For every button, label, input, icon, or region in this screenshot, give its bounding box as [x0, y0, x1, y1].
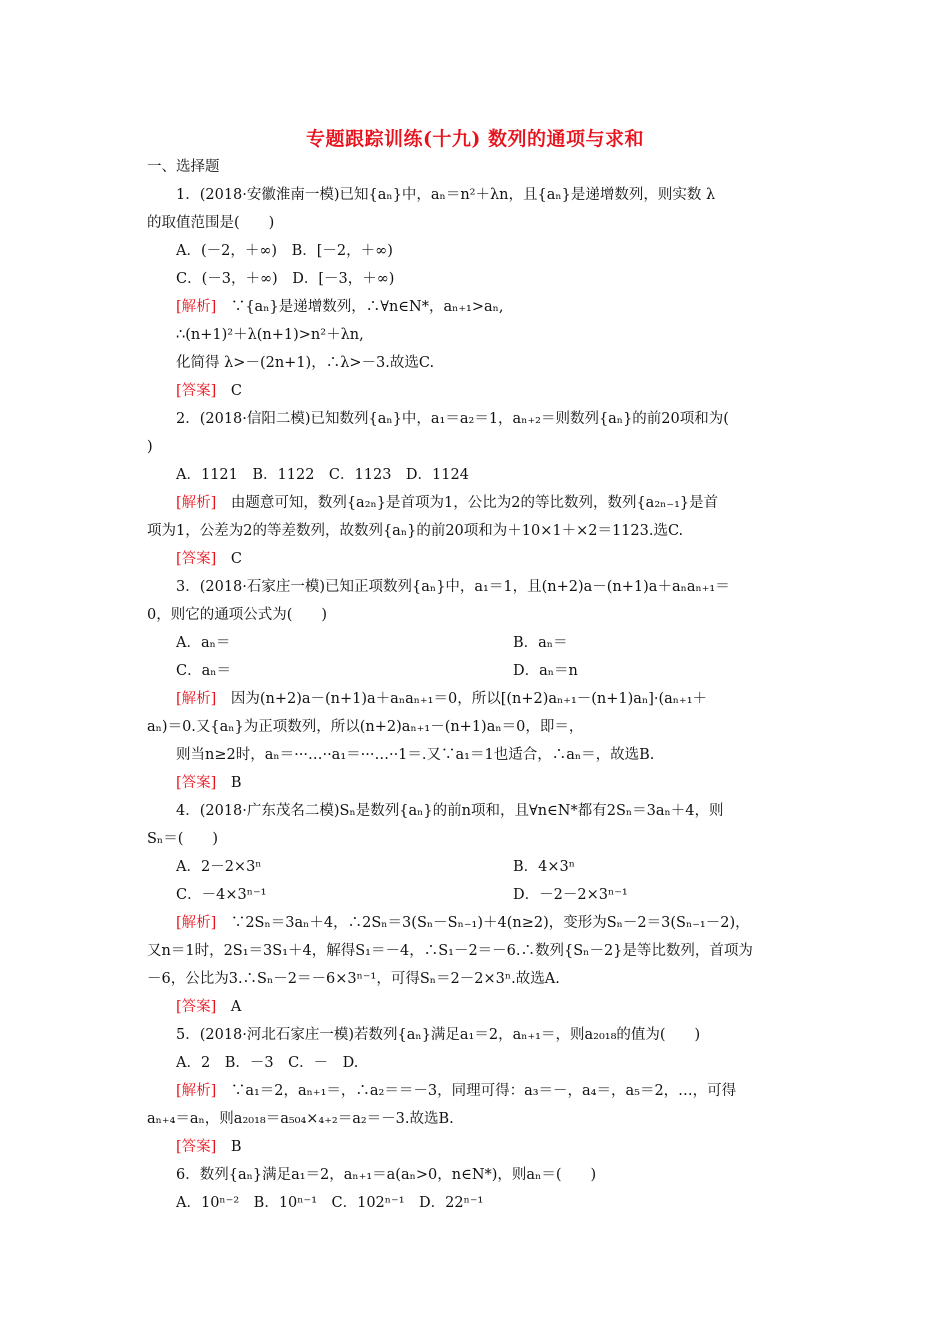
answer-value: C	[230, 383, 242, 399]
page-title: 专题跟踪训练(十九) 数列的通项与求和	[305, 128, 645, 150]
answer-tag: [答案]	[176, 383, 217, 399]
question-1-options-cd: C．(－3，＋∞) D．[－3，＋∞)	[176, 271, 395, 287]
answer-tag: [答案]	[176, 999, 217, 1015]
answer-value: B	[230, 1139, 242, 1155]
question-5-stem: 5．(2018·河北石家庄一模)若数列{aₙ}满足a₁＝2，aₙ₊₁＝，则a₂₀₁₈的值为( )	[176, 1027, 701, 1043]
question-4-analysis-line-2: 又n＝1时，2S₁＝3S₁＋4，解得S₁＝－4，∴S₁－2＝－6.∴数列{Sₙ－2}是等比数列，首项为	[147, 943, 753, 959]
question-3-stem-cont: 0，则它的通项公式为( )	[147, 607, 328, 623]
question-5-answer	[176, 1137, 241, 1157]
question-1-options-ab: A．(－2，＋∞) B．[－2，＋∞)	[176, 243, 393, 259]
question-2-answer	[176, 549, 242, 569]
analysis-tag: [解析]	[176, 691, 217, 707]
question-1-analysis	[176, 297, 504, 317]
question-3-analysis	[176, 689, 707, 709]
answer-tag: [答案]	[176, 1139, 217, 1155]
analysis-text: 因为(n+2)a－(n+1)a＋aₙaₙ₊₁＝0，所以[(n+2)aₙ₊₁－(n+1)aₙ]·(aₙ₊₁＋	[230, 691, 708, 707]
question-3-analysis-line-2: aₙ)＝0.又{aₙ}为正项数列，所以(n+2)aₙ₊₁－(n+1)aₙ＝0，即＝，	[147, 719, 584, 735]
question-3-option-c: C．aₙ＝	[176, 663, 232, 679]
answer-tag: [答案]	[176, 775, 217, 791]
question-1-stem: 1．(2018·安徽淮南一模)已知{aₙ}中，aₙ＝n²＋λn，且{aₙ}是递增数列，则实数 λ	[176, 187, 716, 203]
question-5-analysis-line-2: aₙ₊₄＝aₙ，则a₂₀₁₈＝a₅₀₄×₄₊₂＝a₂＝－3.故选B.	[147, 1111, 454, 1127]
question-5-analysis	[176, 1081, 736, 1101]
analysis-text: ∵2Sₙ＝3aₙ＋4，∴2Sₙ＝3(Sₙ－Sₙ₋₁)＋4(n≥2)，变形为Sₙ－2＝3(Sₙ₋₁－2)，	[230, 915, 750, 931]
question-4-option-b: B．4×3ⁿ	[513, 859, 576, 875]
question-1-answer	[176, 381, 242, 401]
question-3-analysis-line-3: 则当n≥2时，aₙ＝···…··a₁＝···…··1＝.又∵a₁＝1也适合，∴aₙ＝，故选B.	[176, 747, 655, 763]
question-1-stem-cont: 的取值范围是( )	[147, 215, 275, 231]
question-4-stem-cont: Sₙ＝( )	[147, 831, 219, 847]
question-4-option-a: A．2－2×3ⁿ	[176, 859, 262, 875]
answer-value: C	[230, 551, 242, 567]
question-2-analysis	[176, 493, 718, 513]
question-1-analysis-line-3: 化简得 λ>－(2n+1)，∴λ>－3.故选C.	[176, 355, 435, 371]
answer-tag: [答案]	[176, 551, 217, 567]
question-4-analysis-line-3: －6，公比为3.∴Sₙ－2＝－6×3ⁿ⁻¹，可得Sₙ＝2－2×3ⁿ.故选A.	[147, 971, 560, 987]
analysis-text: ∵a₁＝2，aₙ₊₁＝，∴a₂＝＝－3，同理可得：a₃＝－，a₄＝，a₅＝2，…，可得	[230, 1083, 737, 1099]
question-2-stem: 2．(2018·信阳二模)已知数列{aₙ}中，a₁＝a₂＝1，aₙ₊₂＝则数列{aₙ}的前20项和为(	[176, 411, 729, 427]
question-2-stem-cont: )	[147, 439, 153, 455]
analysis-text: 由题意可知，数列{a₂ₙ}是首项为1，公比为2的等比数列，数列{a₂ₙ₋₁}是首	[230, 495, 719, 511]
question-2-options: A．1121 B．1122 C．1123 D．1124	[176, 467, 469, 483]
analysis-tag: [解析]	[176, 299, 217, 315]
question-4-option-d: D．－2－2×3ⁿ⁻¹	[513, 887, 628, 903]
answer-value: B	[230, 775, 242, 791]
question-4-option-c: C．－4×3ⁿ⁻¹	[176, 887, 267, 903]
question-6-options: A．10ⁿ⁻² B．10ⁿ⁻¹ C．102ⁿ⁻¹ D．22ⁿ⁻¹	[176, 1195, 484, 1211]
question-2-analysis-line-2: 项为1，公差为2的等差数列，故数列{aₙ}的前20项和为＋10×1＋×2＝1123.选C.	[147, 523, 684, 539]
question-5-options: A．2 B．－3 C．－ D.	[176, 1055, 359, 1071]
analysis-tag: [解析]	[176, 495, 217, 511]
analysis-text: ∵{aₙ}是递增数列，∴∀n∈N*，aₙ₊₁>aₙ,	[230, 299, 504, 315]
question-4-stem: 4．(2018·广东茂名二模)Sₙ是数列{aₙ}的前n项和，且∀n∈N*都有2Sₙ＝3aₙ＋4，则	[176, 803, 724, 819]
analysis-tag: [解析]	[176, 1083, 217, 1099]
question-4-answer	[176, 997, 241, 1017]
question-1-analysis-line-2: ∴(n+1)²＋λ(n+1)>n²＋λn,	[176, 327, 364, 343]
question-3-option-d: D．aₙ＝n	[513, 663, 578, 679]
section-heading: 一、选择题	[147, 159, 220, 175]
analysis-tag: [解析]	[176, 915, 217, 931]
question-3-option-a: A．aₙ＝	[176, 635, 231, 651]
question-6-stem: 6．数列{aₙ}满足a₁＝2，aₙ₊₁＝a(aₙ>0，n∈N*)，则aₙ＝( )	[176, 1167, 597, 1183]
question-3-answer	[176, 773, 241, 793]
question-3-option-b: B．aₙ＝	[513, 635, 568, 651]
question-3-stem: 3．(2018·石家庄一模)已知正项数列{aₙ}中，a₁＝1，且(n+2)a－(n+1)a＋aₙaₙ₊₁＝	[176, 579, 730, 595]
question-4-analysis	[176, 913, 750, 933]
answer-value: A	[230, 999, 242, 1015]
